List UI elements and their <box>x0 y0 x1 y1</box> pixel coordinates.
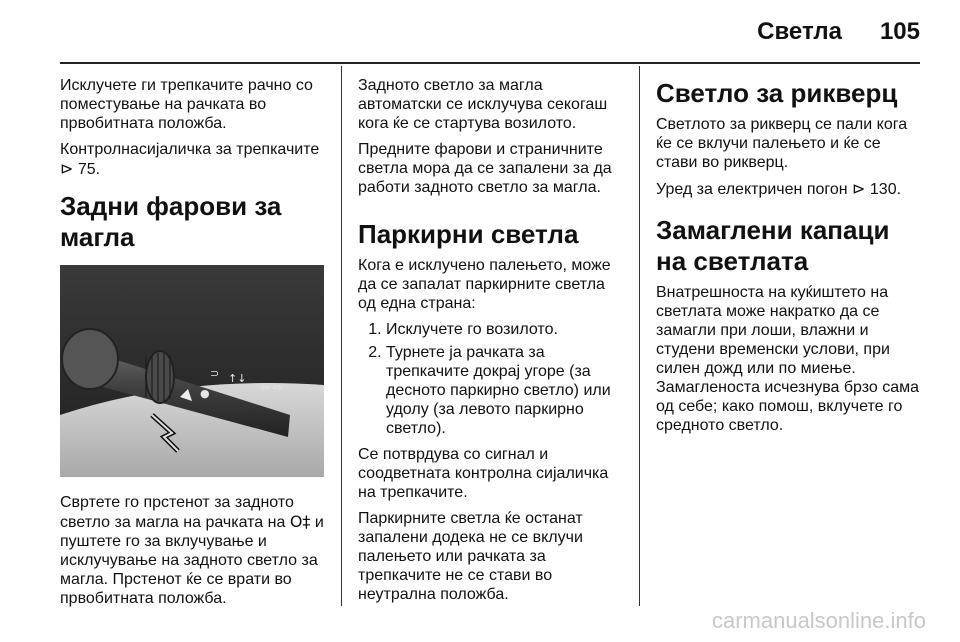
page-ref: 130. <box>869 181 902 198</box>
turn-signal-lever-icon <box>60 265 324 477</box>
section-heading-parking: Паркирни светла <box>358 219 579 249</box>
section-heading-reverse: Светло за рикверц <box>656 78 898 108</box>
paragraph: Светлото за рикверц се пали кога ќе се вклучи палењето и ќе се стави во рикверц. <box>656 116 908 171</box>
paragraph: Предните фарови и страничните светла мора да се запалени за да работи задното светло за магла. <box>358 141 612 196</box>
paragraph: Задното светло за магла автоматски се исклучува секогаш кога ќе се стартува возилото. <box>358 77 608 132</box>
page-number: 105 <box>879 18 920 45</box>
column-divider <box>341 66 342 606</box>
page-ref-arrow-icon: ⊳ <box>60 159 74 178</box>
paragraph-text: Уред за електричен погон <box>656 181 848 198</box>
rear-fog-light-icon: O‡ <box>289 512 311 531</box>
section-heading-fogged: Замаглени капаци на светлата <box>656 215 890 276</box>
svg-text:↑↓: ↑↓ <box>228 372 247 385</box>
paragraph-text: и пуштете го за вклучување и исклучување на задното светло за магла. Прстенот ќе се врати во првобитната положба. <box>60 514 324 607</box>
paragraph <box>60 140 326 179</box>
watermark: carmanualsonline.info <box>711 608 926 633</box>
paragraph-text: Свртете го прстенот за задното светло за магла на рачката на <box>60 494 294 531</box>
lever-illustration <box>60 265 324 477</box>
paragraph: Се потврдува со сигнал и соодветната контролна сијаличка на трепкачите. <box>358 446 609 501</box>
paragraph-text: Контролнасијаличка за трепкачите <box>60 141 320 158</box>
column-left <box>60 76 326 615</box>
section-heading-rear-fog: Задни фарови за магла <box>60 191 282 252</box>
steps-list <box>358 320 624 438</box>
list-item: 2. Турнете ја рачката за трепкачите докрај угоре (за десното паркирно светло) или удолу (за левото паркирно светло). <box>386 343 624 438</box>
column-divider <box>639 66 640 606</box>
paragraph: Паркирните светла ќе останат запалени додека не се вклучи палењето или рачката за трепкачите не се стави во неутрална положба. <box>358 510 583 603</box>
page-title: Светла <box>757 18 842 45</box>
column-middle <box>358 76 624 611</box>
paragraph <box>656 179 924 199</box>
list-item: 1. Исклучете го возилото. <box>386 320 624 339</box>
paragraph: Внатрешноста на куќиштето на светлата може накратко да се замагли при лоши, влажни и студени временски услови, при силен дожд или по миење. Замагленоста исчезнува брзо сама од себе; како помош, вклучете го средното светло. <box>656 284 920 434</box>
svg-text:⊃: ⊃ <box>210 367 220 380</box>
header-divider <box>60 62 920 64</box>
svg-text:⇦ ⇨: ⇦ ⇨ <box>260 381 282 394</box>
paragraph: Исклучете ги трепкачите рачно со поместување на рачката во првобитната положба. <box>60 77 313 132</box>
column-right <box>656 76 924 442</box>
page-ref: 75. <box>77 161 101 178</box>
page-ref-arrow-icon: ⊳ <box>852 179 866 198</box>
paragraph: Кога е исклучено палењето, може да се запалат паркирните светла од една страна: <box>358 257 611 312</box>
svg-text:●: ● <box>200 387 210 400</box>
paragraph <box>60 493 326 608</box>
